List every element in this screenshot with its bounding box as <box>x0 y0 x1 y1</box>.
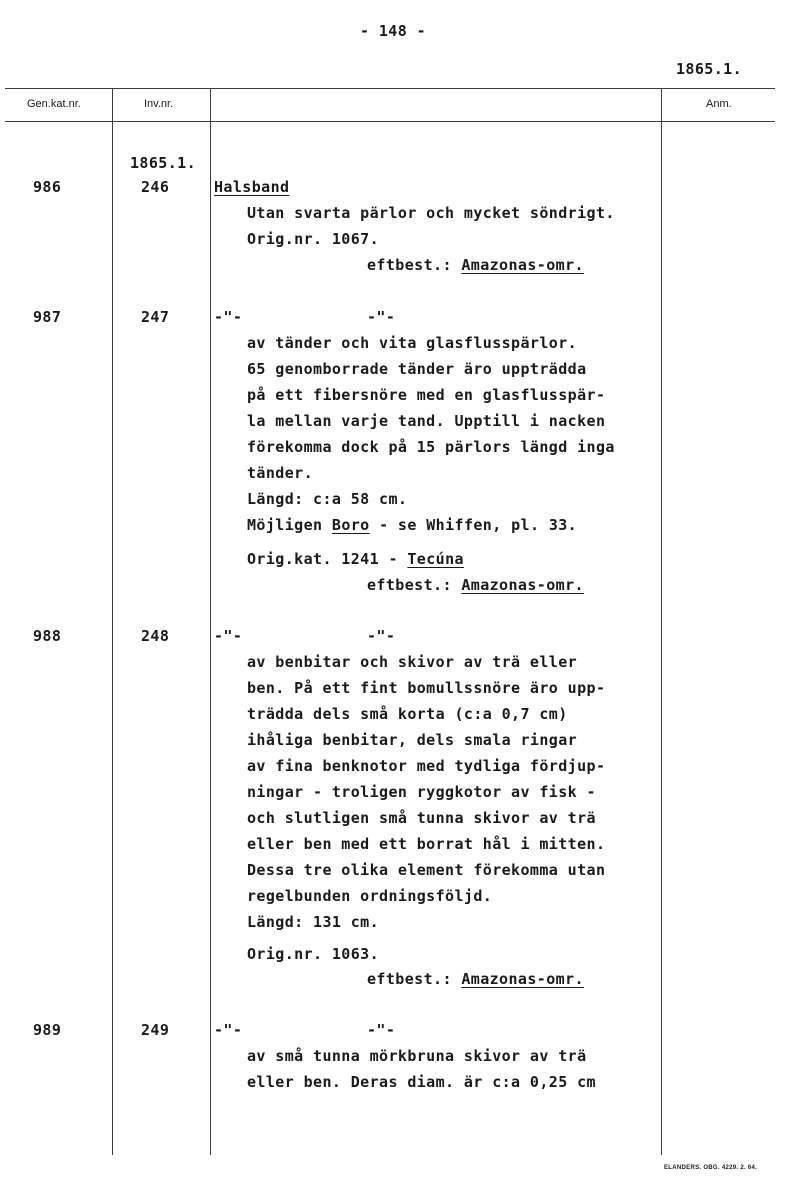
ditto-mark: -"- <box>367 308 396 326</box>
orig-nr-line: Orig.nr. 1063. <box>247 945 380 963</box>
gen-kat-number: 989 <box>33 1021 62 1039</box>
entry-text-line: Längd: 131 cm. <box>247 913 380 931</box>
column-rule-2 <box>210 88 211 1155</box>
entry-text-line: eller ben med ett borrat hål i mitten. <box>247 835 606 853</box>
entry-text-line: förekomma dock på 15 pärlors längd inga <box>247 438 615 456</box>
entry-text-line: tänder. <box>247 464 314 482</box>
entry-text-line: Längd: c:a 58 cm. <box>247 490 408 508</box>
catalog-reference: 1865.1. <box>676 60 743 78</box>
page-number: - 148 - <box>360 22 427 40</box>
entry-text-line: Utan svarta pärlor och mycket söndrigt. <box>247 204 615 222</box>
entry-text-line: 65 genomborrade tänder äro uppträdda <box>247 360 587 378</box>
entry-text-line: av benbitar och skivor av trä eller <box>247 653 578 671</box>
eftbest-label: eftbest.: <box>367 576 452 594</box>
entry-text-line: regelbunden ordningsföljd. <box>247 887 493 905</box>
column-rule-1 <box>112 88 113 1155</box>
entry-text-line: av fina benknotor med tydliga fördjup- <box>247 757 606 775</box>
entry-text-line: ningar - troligen ryggkotor av fisk - <box>247 783 596 801</box>
printer-imprint: ELANDERS. OBG. 4229. 2. 64. <box>664 1165 758 1171</box>
gen-kat-number: 987 <box>33 308 62 326</box>
entry-text-line: trädda dels små korta (c:a 0,7 cm) <box>247 705 568 723</box>
header-gen-kat: Gen.kat.nr. <box>27 98 81 110</box>
orig-kat-prefix: Orig.kat. 1241 - <box>247 550 398 568</box>
entry-text-line: Orig.nr. 1067. <box>247 230 380 248</box>
entry-text-line: av tänder och vita glasflusspärlor. <box>247 334 578 352</box>
eftbest-place: Amazonas-omr. <box>461 970 584 988</box>
gen-kat-number: 986 <box>33 178 62 196</box>
ditto-mark: -"- <box>214 627 243 645</box>
header-bottom-rule <box>5 121 775 122</box>
gen-kat-number: 988 <box>33 627 62 645</box>
entry-title: Halsband <box>214 178 290 196</box>
entry-text-line: och slutligen små tunna skivor av trä <box>247 809 596 827</box>
eftbest-line <box>367 576 584 594</box>
header-top-rule <box>5 88 775 89</box>
entry-text-line: la mellan varje tand. Upptill i nacken <box>247 412 606 430</box>
inv-number: 249 <box>141 1021 170 1039</box>
eftbest-line <box>367 256 584 274</box>
orig-kat-line <box>247 550 464 568</box>
inv-number: 248 <box>141 627 170 645</box>
entry-text-line: ben. På ett fint bomullssnöre äro upp- <box>247 679 606 697</box>
boro-line <box>247 516 577 534</box>
eftbest-line <box>367 970 584 988</box>
entry-text-line: eller ben. Deras diam. är c:a 0,25 cm <box>247 1073 596 1091</box>
ditto-mark: -"- <box>367 627 396 645</box>
inv-number: 246 <box>141 178 170 196</box>
column-rule-3 <box>661 88 662 1155</box>
header-anm: Anm. <box>706 98 732 110</box>
eftbest-place: Amazonas-omr. <box>461 256 584 274</box>
entry-text-line: ihåliga benbitar, dels smala ringar <box>247 731 578 749</box>
ditto-mark: -"- <box>214 1021 243 1039</box>
entry-text-line: Dessa tre olika element förekomma utan <box>247 861 606 879</box>
eftbest-label: eftbest.: <box>367 256 452 274</box>
ditto-mark: -"- <box>367 1021 396 1039</box>
inv-number: 247 <box>141 308 170 326</box>
boro-suffix: - se Whiffen, pl. 33. <box>379 516 578 534</box>
eftbest-label: eftbest.: <box>367 970 452 988</box>
ditto-mark: -"- <box>214 308 243 326</box>
tribe-name: Tecúna <box>407 550 464 568</box>
entry-text-line: av små tunna mörkbruna skivor av trä <box>247 1047 587 1065</box>
eftbest-place: Amazonas-omr. <box>461 576 584 594</box>
header-inv: Inv.nr. <box>144 98 174 110</box>
boro-prefix: Möjligen <box>247 516 323 534</box>
entry-text-line: på ett fibersnöre med en glasflusspär- <box>247 386 606 404</box>
inv-year-label: 1865.1. <box>130 154 197 172</box>
boro-word: Boro <box>331 516 370 534</box>
